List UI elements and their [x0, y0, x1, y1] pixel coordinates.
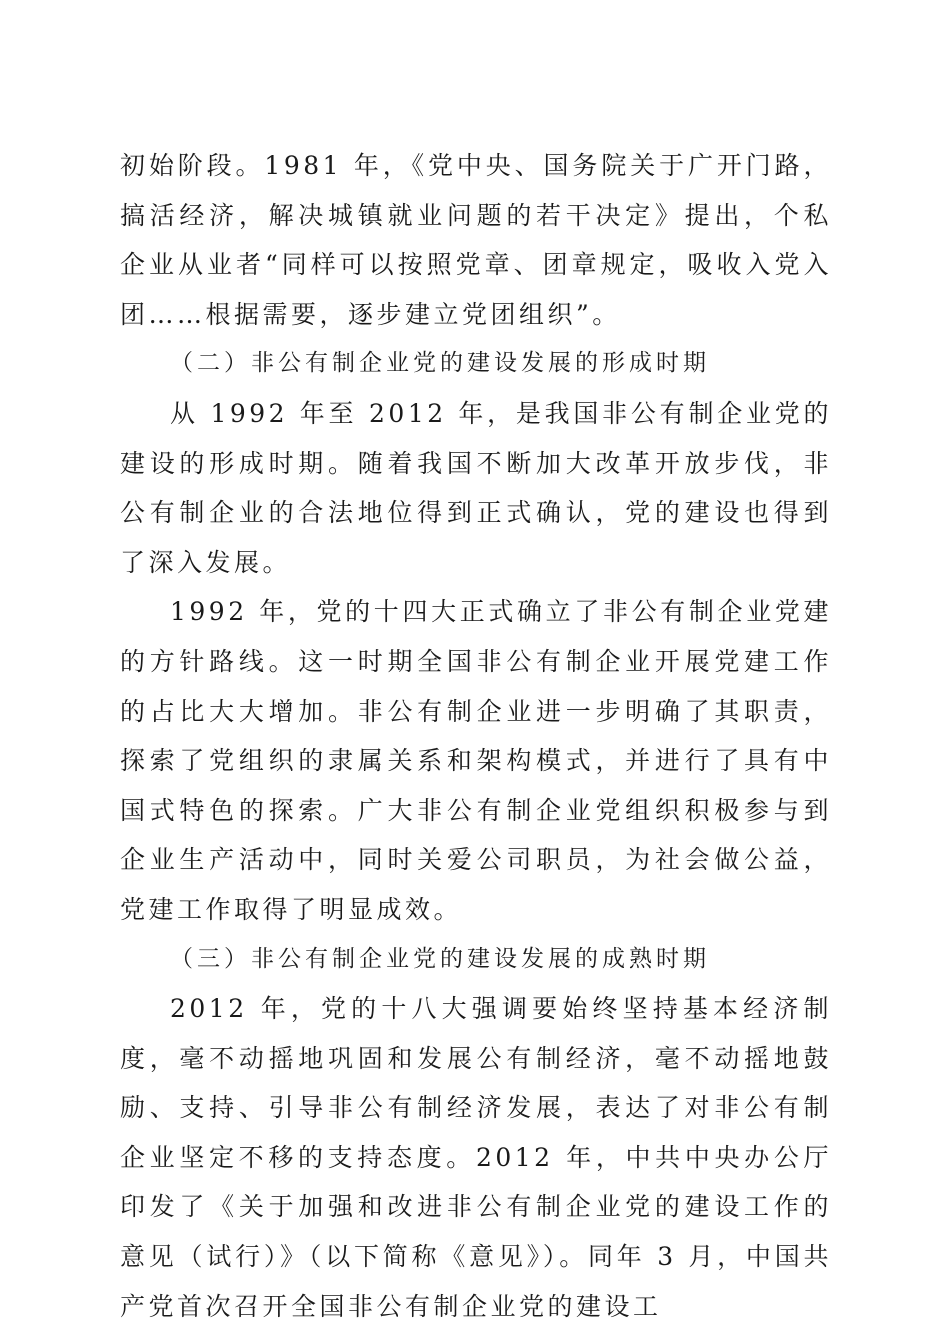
paragraph-intro: 初始阶段。1981 年，《党中央、国务院关于广开门路，搞活经济，解决城镇就业问题的若干决定》提出，个私企业从业者“同样可以按照党章、团章规定，吸收入党入团……根据需要，逐步建立党团组织”。	[120, 151, 832, 329]
document-body	[120, 141, 832, 1331]
paragraph-formation-period: 从 1992 年至 2012 年，是我国非公有制企业党的建设的形成时期。随着我国不断加大改革开放步伐，非公有制企业的合法地位得到正式确认，党的建设也得到了深入发展。	[120, 398, 832, 577]
section-heading-3: （三）非公有制企业党的建设发展的成熟时期	[170, 945, 710, 972]
paragraph-2012: 2012 年，党的十八大强调要始终坚持基本经济制度，毫不动摇地巩固和发展公有制经济，毫不动摇地鼓励、支持、引导非公有制经济发展，表达了对非公有制企业坚定不移的支持态度。2012 年，中共中央办公厅印发了《关于加强和改进非公有制企业党的建设工作的意见（试行）》（以下简称《意见》）。同年 3 月，中国共产党首次召开全国非公有制企业党的建设工	[120, 994, 832, 1321]
paragraph-1992: 1992 年，党的十四大正式确立了非公有制企业党建的方针路线。这一时期全国非公有制企业开展党建工作的占比大大增加。非公有制企业进一步明确了其职责，探索了党组织的隶属关系和架构模式，并进行了具有中国式特色的探索。广大非公有制企业党组织积极参与到企业生产活动中，同时关爱公司职员，为社会做公益，党建工作取得了明显成效。	[120, 597, 832, 924]
section-heading-2: （二）非公有制企业党的建设发展的形成时期	[170, 350, 710, 377]
